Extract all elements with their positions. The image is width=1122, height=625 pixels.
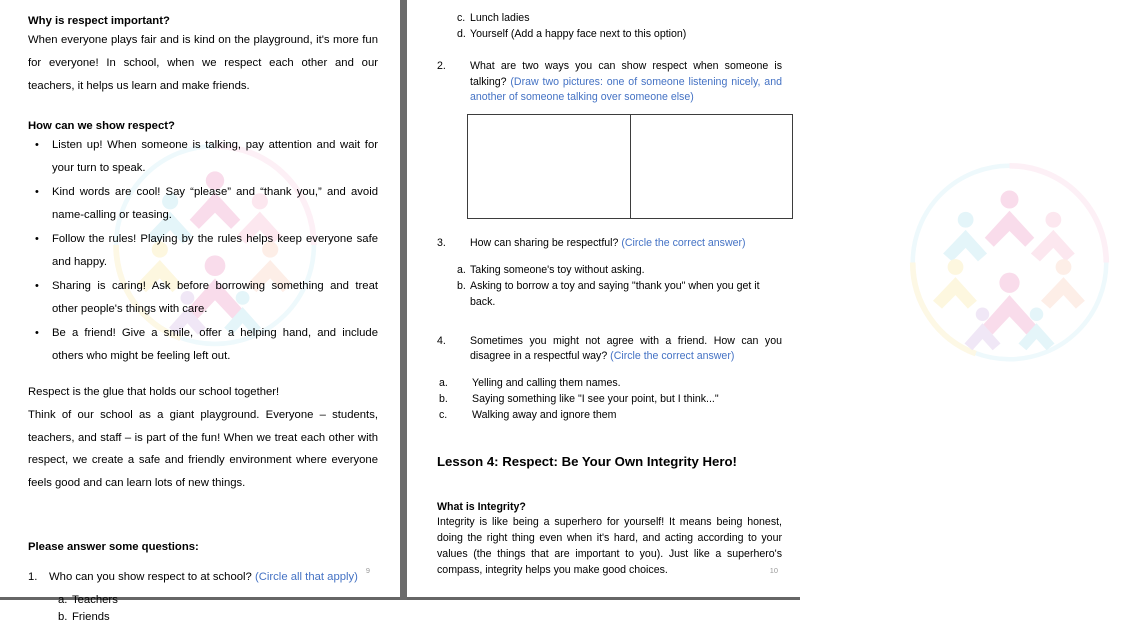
question-2-prompt — [437, 59, 782, 105]
spacer — [437, 470, 782, 500]
option-b-text: Saying something like "I see your point, but I think..." — [472, 392, 719, 405]
page-right — [407, 0, 800, 600]
option-b-text: Friends — [72, 610, 110, 623]
question-1-instruction: (Circle all that apply) — [254, 570, 358, 583]
spacer — [437, 423, 782, 453]
question-4-instruction: (Circle the correct answer) — [610, 350, 735, 363]
question-4-text-wrap — [470, 334, 782, 365]
spacer — [437, 252, 782, 262]
page-left-content — [0, 0, 400, 625]
lesson-4-title: Lesson 4: Respect: Be Your Own Integrity Hero! — [437, 453, 737, 469]
question-2-instruction: (Draw two pictures: one of someone listening nicely, and another of someone talking over someone else) — [470, 75, 782, 103]
list-item: • Sharing is caring! Ask before borrowing something and treat other people's things with care. — [28, 275, 378, 321]
option-b-label: b. — [58, 610, 68, 623]
option-b-label: b. — [439, 392, 448, 405]
question-1-options — [28, 592, 378, 625]
option-a-label: a. — [58, 594, 68, 607]
drawing-table — [467, 114, 793, 219]
page-right-content — [407, 0, 800, 579]
lead-respect-glue: Respect is the glue that holds our school together! — [28, 386, 280, 399]
page-divider — [400, 0, 407, 600]
page-number-left: 9 — [365, 566, 370, 575]
option-d[interactable] — [457, 26, 782, 42]
option-a-label: a. — [457, 263, 466, 276]
question-1-number: 1. — [28, 570, 38, 583]
paragraph-what-is-integrity: Integrity is like being a superhero for yourself! It means being honest, doing the right thing even when it's hard, and acting according to your values (the things that are important to you). Just like a superhero's compass, integrity helps you make good choices. — [437, 516, 782, 577]
drawing-cell-left[interactable] — [468, 115, 630, 218]
list-item: • Kind words are cool! Say “please” and “thank you,” and avoid name-calling or teasing. — [28, 181, 378, 227]
question-1-text: Who can you show respect to at school? — [49, 570, 252, 583]
spacer — [28, 494, 378, 540]
question-3 — [437, 236, 782, 310]
spacer — [28, 556, 378, 569]
question-2 — [437, 59, 782, 219]
spacer — [28, 98, 378, 119]
question-2-text-wrap — [470, 59, 782, 105]
option-a-label: a. — [439, 376, 448, 389]
option-c-label: c. — [439, 408, 448, 421]
paragraph-school-playground: Think of our school as a giant playground. Everyone – students, teachers, and staff – is part of the fun! When we treat each other with respect, we create a safe and friendly environment where everyone feels good and can learn lots of new things. — [28, 409, 378, 489]
question-4-number: 4. — [437, 334, 446, 347]
question-4 — [437, 334, 782, 423]
option-a-text: Taking someone's toy without asking. — [470, 263, 645, 276]
spacer — [28, 368, 378, 381]
question-2-number: 2. — [437, 60, 446, 73]
question-1-text-wrap — [49, 569, 378, 585]
paragraph-why-respect-important: When everyone plays fair and is kind on the playground, it's more fun for everyone! In school, when we respect each other and our teachers, it helps us learn and make friends. — [28, 34, 378, 93]
option-d-text: Yourself (Add a happy face next to this option) — [470, 28, 687, 41]
option-a-text: Teachers — [72, 594, 118, 607]
option-a[interactable] — [457, 262, 782, 278]
spacer — [437, 365, 782, 375]
option-c[interactable] — [457, 10, 782, 26]
people-circle-watermark-icon — [897, 150, 1122, 375]
option-d-label: d. — [457, 28, 466, 41]
heading-how-show-respect: How can we show respect? — [28, 120, 175, 133]
option-b-text: Asking to borrow a toy and saying "thank you" when you get it back. — [470, 279, 760, 308]
heading-what-is-integrity: What is Integrity? — [437, 501, 526, 514]
option-a[interactable] — [439, 375, 782, 391]
question-3-text-wrap — [470, 236, 782, 251]
option-b[interactable] — [457, 278, 782, 310]
option-b[interactable] — [58, 609, 378, 625]
option-c-text: Walking away and ignore them — [472, 408, 617, 421]
spacer — [437, 42, 782, 59]
question-4-options — [437, 375, 782, 423]
page-number-right: 10 — [769, 566, 778, 575]
respect-bullet-list — [28, 134, 378, 367]
question-1 — [28, 569, 378, 625]
list-item: • Be a friend! Give a smile, offer a helping hand, and include others who might be feeling left out. — [28, 322, 378, 368]
option-c-text: Lunch ladies — [470, 12, 530, 24]
question-3-options — [437, 262, 782, 310]
question-3-number: 3. — [437, 237, 446, 250]
option-a-text: Yelling and calling them names. — [472, 376, 621, 389]
question-1-options-continued — [437, 10, 782, 42]
spacer — [437, 310, 782, 334]
option-c[interactable] — [439, 407, 782, 423]
option-b-label: b. — [457, 279, 466, 292]
question-3-instruction: (Circle the correct answer) — [621, 237, 746, 250]
question-3-text: How can sharing be respectful? — [470, 237, 619, 250]
list-item: • Follow the rules! Playing by the rules helps keep everyone safe and happy. — [28, 228, 378, 274]
spacer — [437, 219, 782, 236]
question-2-text: What are two ways you can show respect when someone is talking? — [470, 60, 782, 88]
question-3-prompt — [437, 236, 782, 251]
list-item: • Listen up! When someone is talking, pay attention and wait for your turn to speak. — [28, 134, 378, 180]
option-a[interactable] — [58, 592, 378, 609]
spacer — [28, 585, 378, 592]
question-4-prompt — [437, 334, 782, 365]
heading-why-respect-important: Why is respect important? — [28, 15, 170, 27]
option-b[interactable] — [439, 391, 782, 407]
page-left — [0, 0, 400, 623]
heading-please-answer-questions: Please answer some questions: — [28, 541, 199, 554]
question-1-prompt — [28, 569, 378, 585]
option-c-label: c. — [457, 12, 466, 24]
question-4-text: Sometimes you might not agree with a friend. How can you disagree in a respectful way? — [470, 334, 782, 363]
drawing-cell-right[interactable] — [630, 115, 792, 218]
